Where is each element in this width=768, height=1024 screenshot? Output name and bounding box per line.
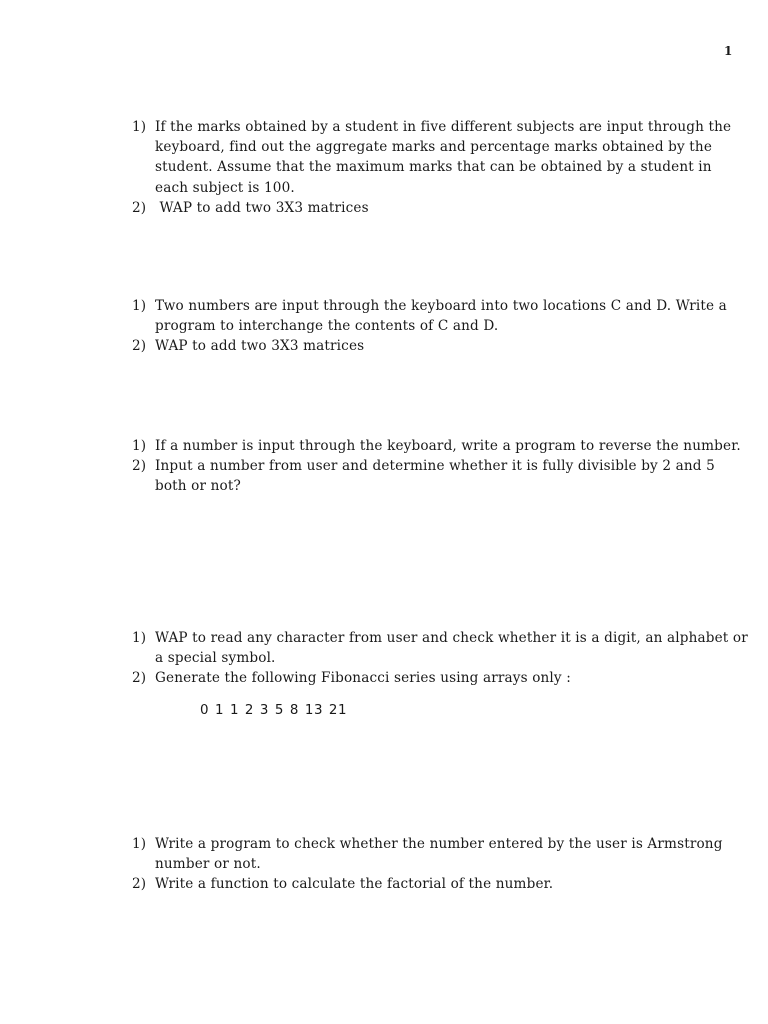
question-text: WAP to read any character from user and check whether it is a digit, an alphabet or a special symbol. <box>155 630 748 667</box>
question-text: Two numbers are input through the keyboard into two locations C and D. Write a program to interchange the contents of C and D. <box>155 298 727 335</box>
question-group-3 <box>128 436 748 497</box>
question-item <box>128 628 748 668</box>
question-text: If a number is input through the keyboard, write a program to reverse the number. <box>155 438 741 454</box>
question-item <box>128 336 748 356</box>
question-text: Write a function to calculate the factorial of the number. <box>155 876 554 893</box>
question-number: 2) <box>132 338 147 355</box>
question-number: 1) <box>132 836 147 852</box>
question-item <box>128 874 748 894</box>
question-number: 2) <box>132 458 147 475</box>
question-text: WAP to add two 3X3 matrices <box>155 338 365 355</box>
question-item <box>128 198 748 218</box>
fibonacci-sequence: 0 1 1 2 3 5 8 13 21 <box>200 703 348 718</box>
question-item <box>128 456 748 496</box>
question-number: 1) <box>132 630 147 646</box>
question-item <box>128 296 748 336</box>
question-item <box>128 117 748 198</box>
question-item <box>128 668 748 688</box>
question-text: Generate the following Fibonacci series using arrays only : <box>155 670 571 687</box>
question-group-5 <box>128 834 748 895</box>
question-text: Write a program to check whether the number entered by the user is Armstrong number or not. <box>155 836 723 873</box>
question-number: 2) <box>132 876 147 893</box>
question-text: Input a number from user and determine whether it is fully divisible by 2 and 5 both or not? <box>155 458 715 495</box>
question-item <box>128 834 748 874</box>
question-text: WAP to add two 3X3 matrices <box>155 199 369 216</box>
question-text: If the marks obtained by a student in five different subjects are input through the keyboard, find out the aggregate marks and percentage marks obtained by the student. Assume that the maximum marks that can be obtained by a student in each subject is 100. <box>155 119 732 196</box>
question-number: 1) <box>132 438 147 454</box>
question-item <box>128 436 748 456</box>
question-number: 1) <box>132 119 147 135</box>
question-group-1 <box>128 117 748 218</box>
question-group-2 <box>128 296 748 357</box>
question-number: 2) <box>132 199 147 216</box>
page-number: 1 <box>724 44 733 58</box>
question-number: 1) <box>132 298 147 314</box>
question-number: 2) <box>132 670 147 687</box>
question-group-4 <box>128 628 748 689</box>
